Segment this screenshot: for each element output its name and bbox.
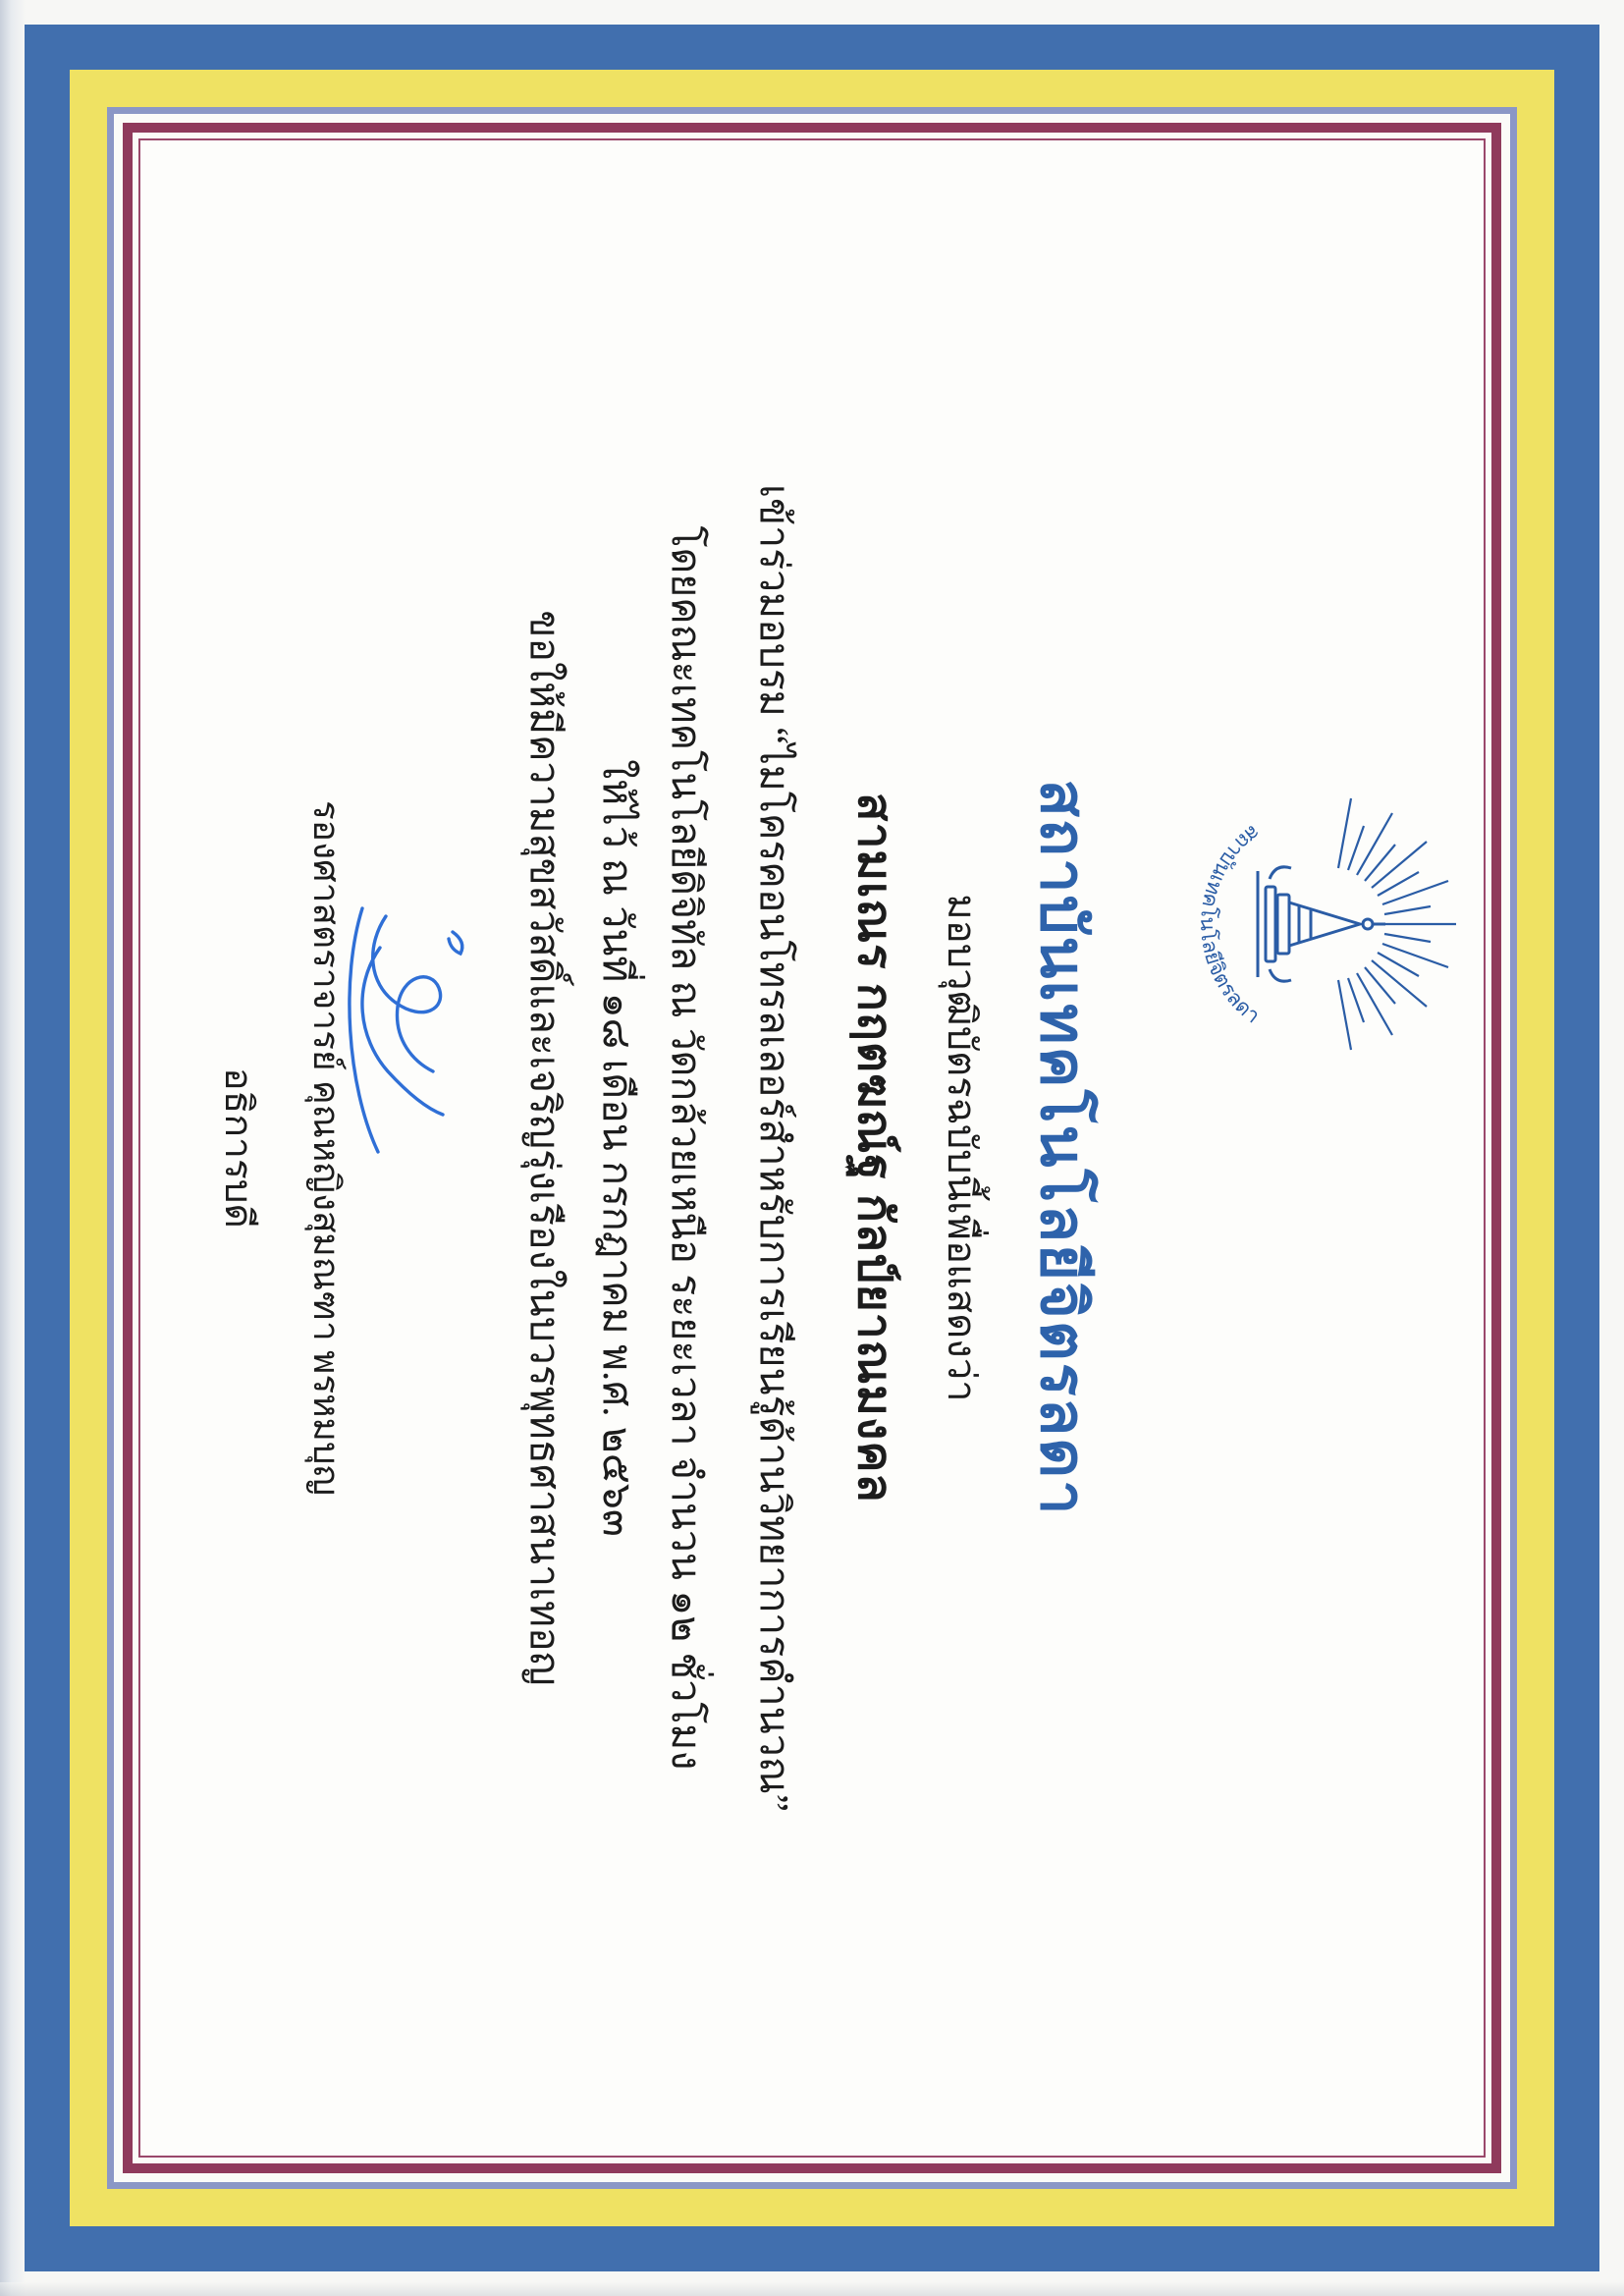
- award-statement-line: มอบวุฒิบัตรฉบับนี้เพื่อแสดงว่า: [940, 894, 984, 1402]
- border-white-gap: [114, 114, 1510, 2182]
- border-white-gap-inner: [133, 133, 1491, 2163]
- institute-title: สถาบันเทคโนโลยีจิตรลดา: [1028, 779, 1097, 1517]
- recipient-name: สามเณร กฤตฆณ์ฐ กัลป์ยาณมงคล: [848, 793, 900, 1503]
- border-blue-band: [25, 25, 1599, 2271]
- blessing-line: ขอให้มีความสุขสวัสดิ์และเจริญรุ่งเรืองในบวรพุทธศาสนาเทอญ: [522, 610, 568, 1686]
- emblem-crown: [1258, 867, 1385, 981]
- signature-ink: [343, 889, 480, 1183]
- organizer-line: โดยคณะเทคโนโลยีดิจิทัล ณ วัดกล้วยเหนือ ระยะเวลา จำนวน ๑๒ ชั่วโมง: [664, 525, 709, 1771]
- border-maroon-line: [123, 123, 1501, 2173]
- course-line: เข้าร่วมอบรม “ไมโครคอนโทรลเลอร์สำหรับการเรียนรู้ด้านวิทยาการคำนวณ”: [752, 484, 797, 1812]
- signer-title: อธิการบดี: [217, 1067, 259, 1229]
- certificate-body: [140, 140, 1484, 2156]
- emblem-ring-text: สถาบันเทคโนโลยีจิตรลดา: [1196, 820, 1265, 1028]
- border-maroon-thin-line: [138, 138, 1486, 2158]
- signer-name: รองศาสตราจารย์ คุณหญิงสุมณฑา พรหมบุญ: [305, 799, 346, 1497]
- border-yellow-band: [70, 70, 1554, 2226]
- issued-date-line: ให้ไว้ ณ วันที่ ๑๘ เดือน กรกฎาคม พ.ศ. ๒๕๖๓: [595, 759, 640, 1537]
- institute-emblem: [1173, 777, 1476, 1071]
- border-slate-line: [107, 107, 1517, 2189]
